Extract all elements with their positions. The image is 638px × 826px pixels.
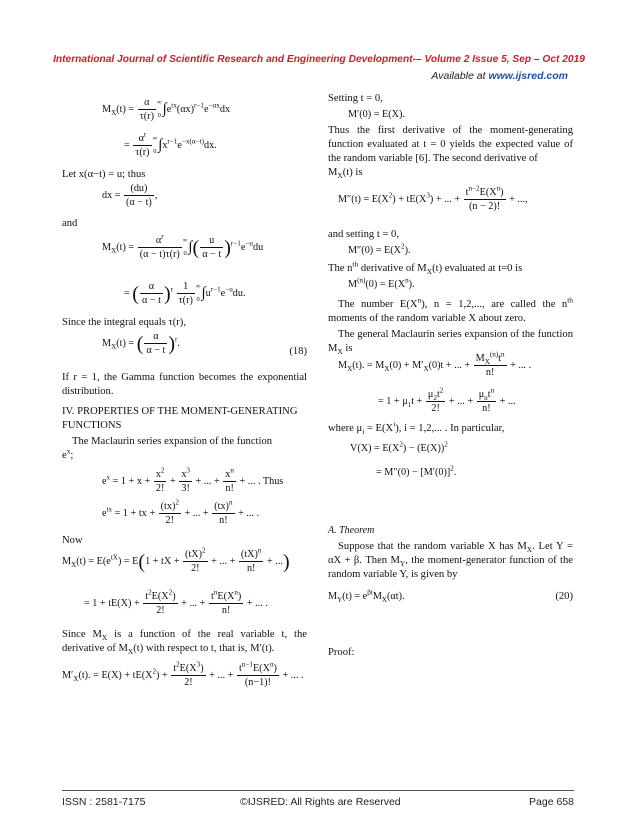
- and-text: and: [62, 218, 78, 229]
- equation-mn-0: $M^{(n)}(0) = E(X^n)$.: [348, 276, 415, 290]
- equation-etx-series: $e^{tx} = 1$ + tx + $\frac{(tx)^2}{2!}$ + ... + $\frac{(tx)^n}{n!}$ + ... .: [102, 498, 260, 527]
- equation-variance-2: = $M''(0) - [M'(0)]^2$.: [376, 464, 457, 478]
- footer-page: Page 658: [529, 796, 574, 808]
- where-text: where $\mu_i = E(X^i)$, i = 1,2,... . In particular,: [328, 419, 505, 437]
- section-title: IV. PROPERTIES OF THE MOMENT-GENERATING FUNCTIONS: [62, 406, 298, 431]
- available-prefix: Available at: [431, 70, 489, 82]
- equation-ex-series: $e^x = 1 + x$ + $\frac{x^2}{2!}$ + $\frac{x^3}{3!}$ + ... + $\frac{x^n}{n!}$ + ... . Thus: [102, 466, 284, 495]
- first-derivative-text: Thus the first derivative of the moment-generating function evaluated at t = 0 yields the expected value of the random variable [6]. The second derivative of: [328, 125, 573, 164]
- equation-18: $M_X(t)$ = ( $\frac{\alpha}{\alpha - t}$ )$^r$.: [102, 331, 180, 357]
- equation-dx: dx = $\frac{(du)}{(\alpha - t)}$ ,: [102, 183, 158, 209]
- journal-url[interactable]: www.ijsred.com: [488, 70, 568, 82]
- equation-20-number: (20): [555, 591, 573, 602]
- let-text: Let x(α−t) = u; thus: [62, 169, 146, 180]
- equation-general-series-2: = $1 + \mu_1t$ + $\frac{\mu_2t^2}{2!}$ + ... + $\frac{\mu_nt^n}{n!}$ + ...: [378, 386, 516, 415]
- proof-label: Proof:: [328, 647, 355, 658]
- setting-t0-text: Setting t = 0,: [328, 93, 383, 104]
- now-text: Now: [62, 535, 83, 546]
- equation-mx-u-1: $M_X(t)$ = $\frac{\alpha^r}{(\alpha - t)\tau(r)}$ ∞ 0 ∫( $\frac{u}{\alpha - t}$ )$^{r-1}e^{-u}du$: [102, 232, 264, 261]
- footer-rights: ©IJSRED: All Rights are Reserved: [240, 796, 401, 808]
- equation-mx-integral-1: $M_X(t)$ = $\frac{\alpha}{\tau(r)}$ ∞ 0 $\int e^{tx}(\alpha x)^{r-1}e^{-\alpha x}dx$: [102, 97, 231, 123]
- ex-label: $e^x$;: [62, 446, 74, 461]
- nth-derivative-text: The $n^{th}$ derivative of $M_X(t)$ evaluated at t=0 is: [328, 259, 523, 277]
- equation-mx-prime: $M'_X(t)$. = $E(X) + tE(X^2)$ + $\frac{t^2E(X^3)}{2!}$ + ... + $\frac{t^{n-1}E(X^n)}{(n-1)!}$ + ... .: [62, 660, 304, 689]
- mx-is-text: $M_X(t)$ is: [328, 167, 363, 181]
- footer-issn: ISSN : 2581-7175: [62, 796, 146, 808]
- the-number-text: The number $E(X^n)$, n = 1,2,..., are called the $n^{th}$ moments of the random variable X about zero.: [328, 295, 573, 324]
- theorem-label: A. Theorem: [328, 525, 375, 536]
- equation-mx-u-2: = ( $\frac{\alpha}{\alpha - t}$ )$^r$ $\frac{1}{\tau(r)}$ ∞ 0 $\int u^{r-1}e^{-u}du$.: [124, 281, 246, 307]
- available-at: [431, 70, 568, 82]
- equation-20: $M_Y(t) = e^{\beta t}M_X(\alpha t)$.: [328, 588, 405, 605]
- theorem-text: Suppose that the random variable X has $M_X$. Let Y = αX + β. Then $M_Y$, the moment-generator function of the random variable Y, is given by: [328, 541, 573, 580]
- equation-mx-expectation-2: = 1 + tE(X) + $\frac{t^2E(X^2)}{2!}$ + ... + $\frac{t^nE(X^n)}{n!}$ + ... .: [84, 588, 268, 617]
- general-maclaurin-text: The general Maclaurin series expansion of the function $M_X$ is: [328, 329, 573, 356]
- if-text: If r = 1, the Gamma function becomes the exponential distribution.: [62, 372, 307, 397]
- thus-text: Thus: [262, 476, 284, 488]
- and-setting-text: and setting t = 0,: [328, 229, 400, 240]
- equation-mdoubleprime-0: $M''(0) = E(X^2)$.: [348, 242, 411, 256]
- since-integral-text: Since the integral equals τ(r),: [62, 317, 186, 328]
- journal-header: International Journal of Scientific Research and Engineering Development-– Volume 2 Issue 5, Sep – Oct 2019: [53, 54, 585, 65]
- equation-variance-1: $V(X) = E(X^2) - (E(X))^2$: [350, 440, 448, 454]
- equation-mx-second: $M''(t) = E(X^2) + tE(X^3)$ + ... + $\frac{t^{n-2}E(X^n)}{(n - 2)!}$ + ...,: [338, 184, 528, 213]
- footer-divider: [62, 790, 574, 791]
- maclaurin-text: The Maclaurin series expansion of the function: [72, 436, 273, 447]
- equation-mx-integral-2: = $\frac{\alpha^r}{\tau(r)}$ ∞ 0 $\int x^{r-1}e^{-x(\alpha-t)}dx$.: [124, 130, 217, 159]
- equation-general-series-1: $M_X(t)$. = $M_X(0) + M'_X(0)t$ + ... + $\frac{M_X^{(n)}t^n}{n!}$ + ... .: [338, 350, 532, 379]
- equation-18-number: (18): [289, 346, 307, 357]
- equation-mprime-0: M′(0) = E(X).: [348, 109, 405, 120]
- equation-mx-expectation-1: $M_X(t) = E(e^{tX}) = E(1$ + tX + $\frac{(tX)^2}{2!}$ + ... + $\frac{(tX)^n}{n!}$ + ...): [62, 546, 290, 575]
- since-mx-text: Since $M_X$ is a function of the real variable t, the derivative of $M_X(t)$ with respect to t, that is, M′(t).: [62, 629, 307, 656]
